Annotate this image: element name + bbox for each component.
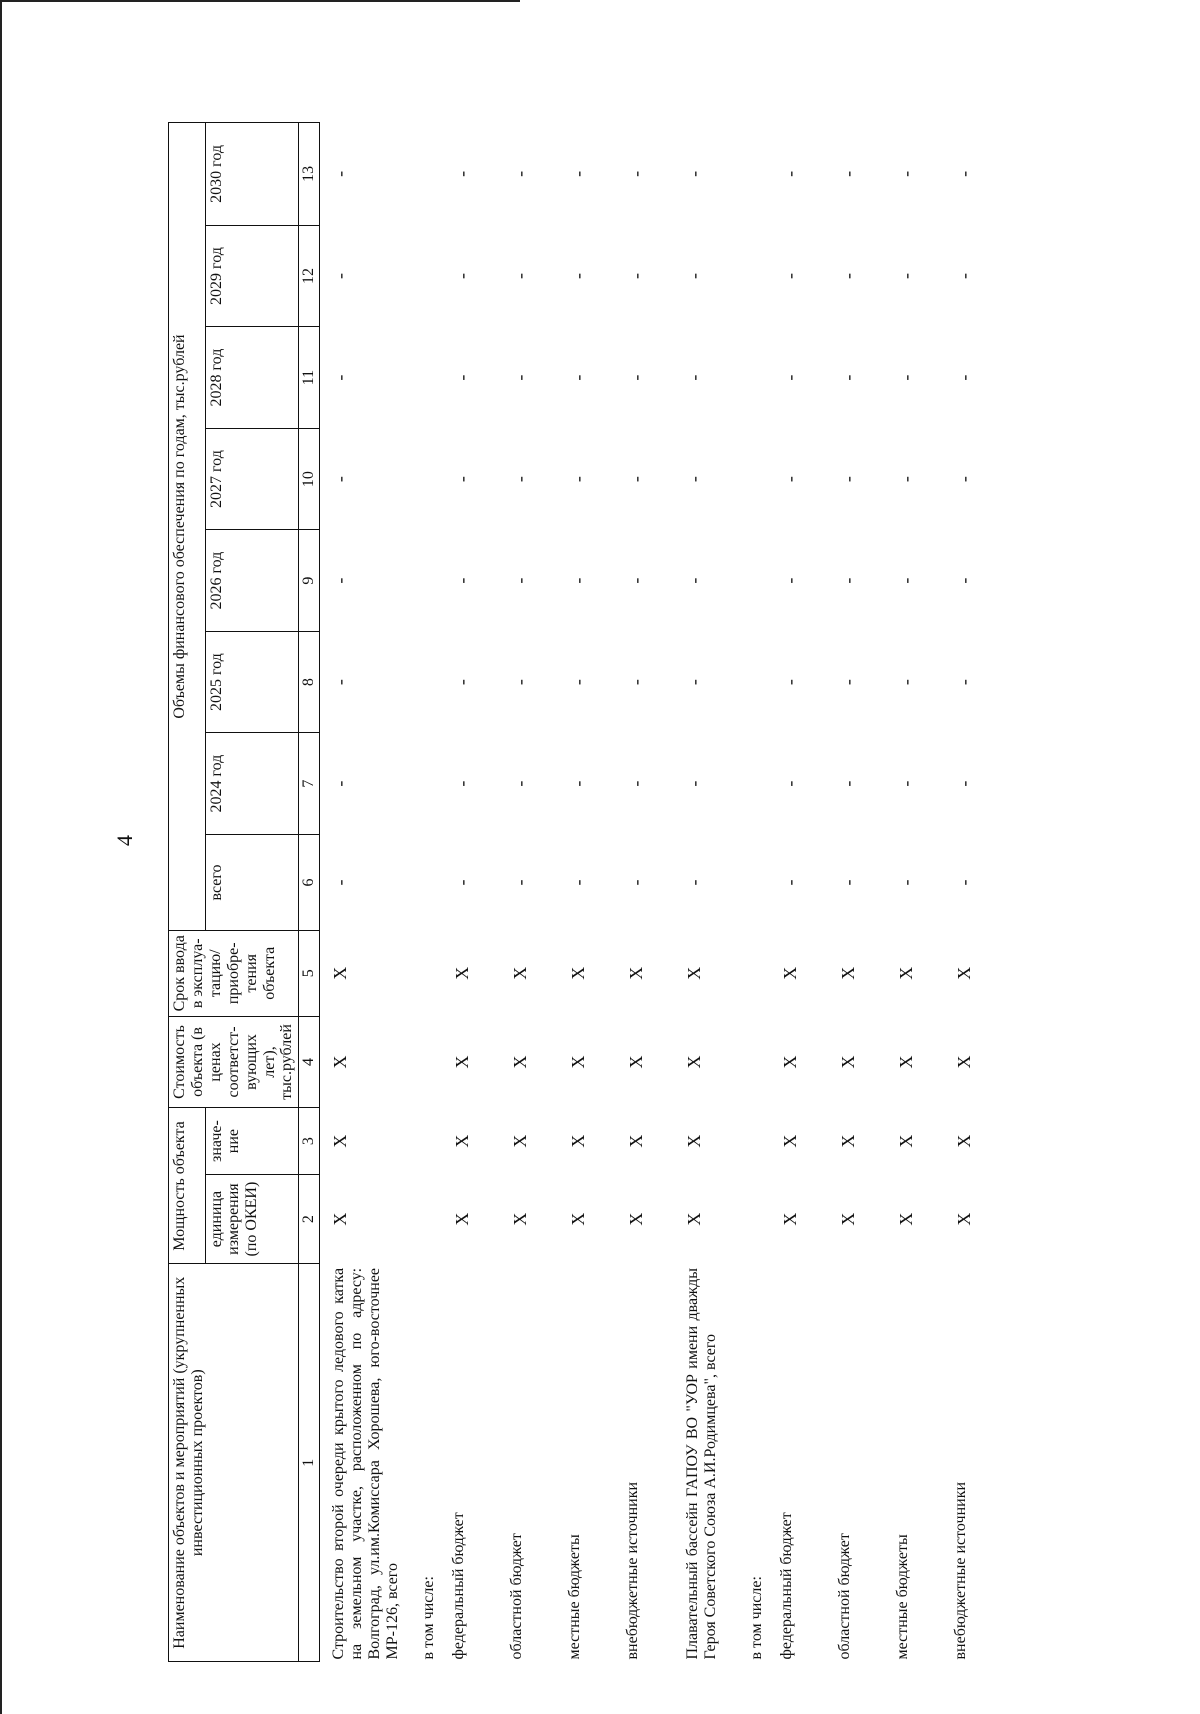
not-applicable-mark: X: [567, 1055, 588, 1069]
not-applicable-mark: X: [451, 1134, 472, 1148]
not-applicable-mark: X: [625, 1212, 646, 1226]
empty-value-dash: -: [779, 374, 800, 381]
not-applicable-mark: X: [509, 1212, 530, 1226]
empty-value-dash: -: [509, 374, 530, 381]
empty-value-dash: -: [895, 879, 916, 886]
empty-value-dash: -: [567, 374, 588, 381]
empty-value-dash: -: [837, 170, 858, 177]
empty-value-dash: -: [567, 170, 588, 177]
empty-value-dash: -: [451, 879, 472, 886]
column-number: 10: [299, 428, 320, 530]
column-number: 7: [299, 733, 320, 835]
not-applicable-mark: X: [779, 1134, 800, 1148]
empty-value-dash: -: [567, 679, 588, 686]
not-applicable-mark: X: [509, 1055, 530, 1069]
header-unit: единица измерения (по ОКЕИ): [205, 1174, 299, 1264]
column-number: 8: [299, 631, 320, 733]
row-label: областной бюджет: [507, 1533, 525, 1660]
header-year-2027: 2027 год: [205, 428, 299, 530]
empty-value-dash: -: [567, 273, 588, 280]
empty-value-dash: -: [683, 273, 704, 280]
empty-value-dash: -: [451, 679, 472, 686]
in-that-number-row: [734, 123, 770, 1662]
not-applicable-mark: X: [567, 1134, 588, 1148]
empty-value-dash: -: [683, 577, 704, 584]
empty-value-dash: -: [625, 879, 646, 886]
not-applicable-mark: X: [330, 1055, 351, 1069]
empty-value-dash: -: [837, 273, 858, 280]
empty-value-dash: -: [895, 577, 916, 584]
not-applicable-mark: X: [625, 1055, 646, 1069]
not-applicable-mark: X: [953, 1212, 974, 1226]
empty-value-dash: -: [895, 273, 916, 280]
empty-value-dash: -: [953, 780, 974, 787]
rotated-table-container: [168, 122, 1173, 1662]
column-number: 12: [299, 225, 320, 327]
empty-value-dash: -: [683, 679, 704, 686]
header-value: значе-ние: [205, 1108, 299, 1174]
empty-value-dash: -: [451, 273, 472, 280]
row-label: местные бюджеты: [565, 1534, 583, 1660]
empty-value-dash: -: [683, 476, 704, 483]
empty-value-dash: -: [953, 679, 974, 686]
header-commission-date: Срок ввода в эксплуа-тацию/ приобре-тения объекта: [169, 931, 299, 1016]
empty-value-dash: -: [837, 476, 858, 483]
row-label: местные бюджеты: [893, 1534, 911, 1660]
not-applicable-mark: X: [451, 966, 472, 980]
not-applicable-mark: X: [625, 1134, 646, 1148]
empty-value-dash: -: [567, 476, 588, 483]
empty-value-dash: -: [895, 780, 916, 787]
column-number: 6: [299, 834, 320, 930]
empty-value-dash: -: [953, 879, 974, 886]
column-number: 5: [299, 931, 320, 1016]
column-number: 9: [299, 530, 320, 632]
empty-value-dash: -: [625, 476, 646, 483]
not-applicable-mark: X: [895, 1134, 916, 1148]
not-applicable-mark: X: [779, 1212, 800, 1226]
row-label: федеральный бюджет: [449, 1512, 467, 1660]
empty-value-dash: -: [953, 476, 974, 483]
funding-source-row: [944, 123, 1002, 1662]
header-financing-group: Объемы финансового обеспечения по годам, тыс.рублей: [169, 123, 206, 931]
empty-value-dash: -: [451, 780, 472, 787]
empty-value-dash: -: [625, 273, 646, 280]
not-applicable-mark: X: [683, 1212, 704, 1226]
header-year-2030: 2030 год: [205, 123, 299, 226]
empty-value-dash: -: [509, 170, 530, 177]
empty-value-dash: -: [837, 679, 858, 686]
empty-value-dash: -: [330, 476, 351, 483]
empty-value-dash: -: [330, 273, 351, 280]
header-year-2026: 2026 год: [205, 530, 299, 632]
not-applicable-mark: X: [837, 1055, 858, 1069]
header-year-2028: 2028 год: [205, 327, 299, 429]
in-that-number-row: [406, 123, 442, 1662]
header-year-2024: 2024 год: [205, 733, 299, 835]
column-number: 13: [299, 123, 320, 226]
page-number: 4: [112, 835, 137, 846]
empty-value-dash: -: [779, 679, 800, 686]
empty-value-dash: -: [509, 879, 530, 886]
column-numbers-row: [299, 123, 320, 1662]
empty-value-dash: -: [683, 879, 704, 886]
column-number: 1: [299, 1264, 320, 1662]
row-label: областной бюджет: [835, 1533, 853, 1660]
empty-value-dash: -: [837, 577, 858, 584]
row-label: Строительство второй очереди крытого ледового катка на земельном участке, расположенном по адресу: Волгоград, ул.им.Комиссара Хорошева, юго-восточнее МР-126, всего: [330, 1267, 401, 1660]
not-applicable-mark: X: [625, 966, 646, 980]
column-number: 4: [299, 1016, 320, 1108]
header-year-2029: 2029 год: [205, 225, 299, 327]
empty-value-dash: -: [330, 170, 351, 177]
not-applicable-mark: X: [683, 1055, 704, 1069]
row-label: внебюджетные источники: [623, 1481, 641, 1660]
empty-value-dash: -: [509, 679, 530, 686]
object-total-row: [320, 123, 406, 1662]
not-applicable-mark: X: [451, 1055, 472, 1069]
empty-value-dash: -: [779, 577, 800, 584]
empty-value-dash: -: [895, 170, 916, 177]
object-total-row: [674, 123, 734, 1662]
row-label: федеральный бюджет: [777, 1512, 795, 1660]
empty-value-dash: -: [330, 879, 351, 886]
funding-source-row: [442, 123, 500, 1662]
empty-value-dash: -: [330, 577, 351, 584]
not-applicable-mark: X: [895, 1055, 916, 1069]
empty-value-dash: -: [567, 577, 588, 584]
empty-value-dash: -: [837, 879, 858, 886]
investment-projects-table: [168, 122, 1002, 1662]
header-capacity-group: Мощность объекта: [169, 1108, 206, 1264]
blank-cell: [734, 123, 770, 1264]
not-applicable-mark: X: [953, 966, 974, 980]
empty-value-dash: -: [625, 374, 646, 381]
empty-value-dash: -: [779, 476, 800, 483]
row-label: Плавательный бассейн ГАПОУ ВО "УОР имени дважды Героя Советского Союза А.И.Родимцева", всего: [683, 1267, 719, 1660]
not-applicable-mark: X: [837, 1134, 858, 1148]
empty-value-dash: -: [837, 374, 858, 381]
empty-value-dash: -: [625, 780, 646, 787]
empty-value-dash: -: [330, 679, 351, 686]
empty-value-dash: -: [330, 780, 351, 787]
empty-value-dash: -: [953, 170, 974, 177]
empty-value-dash: -: [895, 374, 916, 381]
empty-value-dash: -: [625, 170, 646, 177]
not-applicable-mark: X: [509, 1134, 530, 1148]
column-number: 11: [299, 327, 320, 429]
not-applicable-mark: X: [683, 966, 704, 980]
not-applicable-mark: X: [509, 966, 530, 980]
not-applicable-mark: X: [895, 1212, 916, 1226]
empty-value-dash: -: [625, 679, 646, 686]
empty-value-dash: -: [567, 879, 588, 886]
empty-value-dash: -: [509, 780, 530, 787]
not-applicable-mark: X: [837, 1212, 858, 1226]
blank-cell: [406, 123, 442, 1264]
scan-edge-line-top: [0, 0, 520, 2]
funding-source-row: [558, 123, 616, 1662]
header-total: всего: [205, 834, 299, 930]
not-applicable-mark: X: [683, 1134, 704, 1148]
empty-value-dash: -: [451, 170, 472, 177]
empty-value-dash: -: [895, 679, 916, 686]
empty-value-dash: -: [683, 780, 704, 787]
not-applicable-mark: X: [837, 966, 858, 980]
column-number: 3: [299, 1108, 320, 1174]
empty-value-dash: -: [509, 273, 530, 280]
not-applicable-mark: X: [953, 1055, 974, 1069]
header-year-2025: 2025 год: [205, 631, 299, 733]
not-applicable-mark: X: [330, 1134, 351, 1148]
not-applicable-mark: X: [330, 1212, 351, 1226]
empty-value-dash: -: [779, 273, 800, 280]
header-object-cost: Стоимость объекта (в ценах соответст-вующих лет), тыс.рублей: [169, 1016, 299, 1108]
not-applicable-mark: X: [567, 966, 588, 980]
header-object-name: Наименование объектов и мероприятий (укрупненных инвестиционных проектов): [169, 1264, 299, 1662]
column-number: 2: [299, 1174, 320, 1264]
empty-value-dash: -: [779, 780, 800, 787]
empty-value-dash: -: [779, 170, 800, 177]
not-applicable-mark: X: [451, 1212, 472, 1226]
funding-source-row: [828, 123, 886, 1662]
empty-value-dash: -: [683, 374, 704, 381]
empty-value-dash: -: [509, 577, 530, 584]
funding-source-row: [770, 123, 828, 1662]
not-applicable-mark: X: [953, 1134, 974, 1148]
empty-value-dash: -: [451, 577, 472, 584]
not-applicable-mark: X: [779, 966, 800, 980]
empty-value-dash: -: [509, 476, 530, 483]
empty-value-dash: -: [567, 780, 588, 787]
empty-value-dash: -: [330, 374, 351, 381]
not-applicable-mark: X: [895, 966, 916, 980]
empty-value-dash: -: [953, 577, 974, 584]
empty-value-dash: -: [451, 374, 472, 381]
scan-edge-line-left: [0, 0, 2, 1714]
empty-value-dash: -: [953, 273, 974, 280]
funding-source-row: [616, 123, 674, 1662]
empty-value-dash: -: [779, 879, 800, 886]
empty-value-dash: -: [895, 476, 916, 483]
empty-value-dash: -: [953, 374, 974, 381]
funding-source-row: [500, 123, 558, 1662]
in-that-number-label: в том числе:: [747, 1576, 765, 1660]
empty-value-dash: -: [625, 577, 646, 584]
in-that-number-label: в том числе:: [419, 1576, 437, 1660]
empty-value-dash: -: [683, 170, 704, 177]
empty-value-dash: -: [837, 780, 858, 787]
not-applicable-mark: X: [779, 1055, 800, 1069]
row-label: внебюджетные источники: [951, 1481, 969, 1660]
not-applicable-mark: X: [330, 966, 351, 980]
not-applicable-mark: X: [567, 1212, 588, 1226]
funding-source-row: [886, 123, 944, 1662]
empty-value-dash: -: [451, 476, 472, 483]
